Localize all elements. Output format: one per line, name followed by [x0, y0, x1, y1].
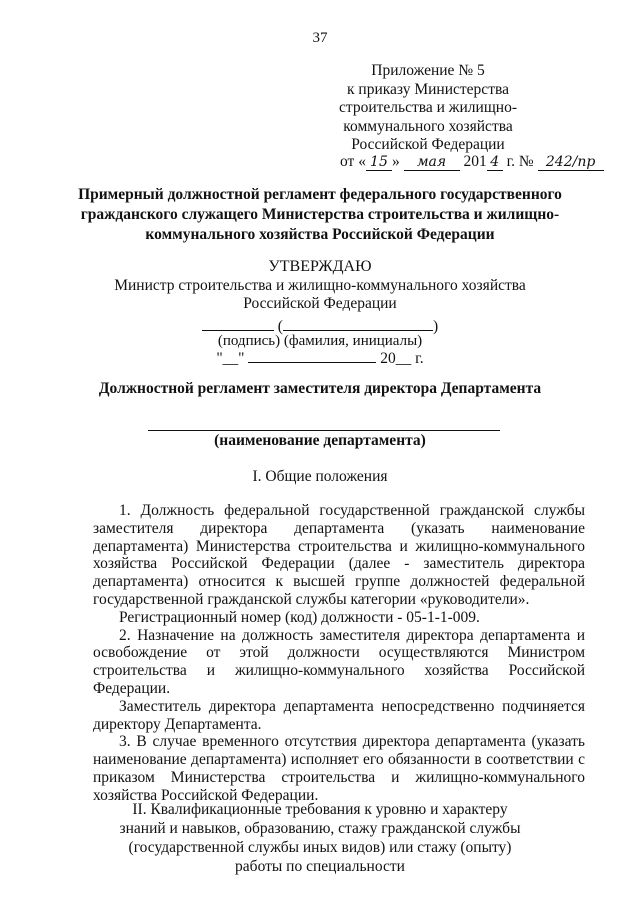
- appendix-line: строительства и жилищно-: [339, 99, 517, 116]
- sig-open-paren: (: [277, 318, 283, 335]
- signature-caption: (подпись) (фамилия, инициалы): [217, 333, 423, 349]
- document-main-title: [70, 185, 570, 245]
- handwritten-day: 15: [366, 154, 392, 171]
- minister-line: Российской Федерации: [243, 295, 397, 312]
- paragraph: 3. В случае временного отсутствия директора департамента (указать наименование департамента) исполняет его обязанности в соответствии с приказом Министерства строительства и жилищно-коммунального хозяйства Российской Федерации.: [93, 733, 585, 804]
- sig-close-paren: ): [432, 318, 439, 335]
- month-blank: [248, 348, 376, 363]
- handwritten-month: мая: [404, 154, 460, 171]
- appendix-line: коммунального хозяйства: [343, 117, 513, 135]
- section-1-heading: I. Общие положения: [252, 468, 388, 485]
- appendix-line: к приказу Министерства: [347, 80, 509, 98]
- handwritten-order-number: 242/пр: [538, 154, 604, 171]
- document-body: [93, 502, 585, 805]
- page-number: 37: [312, 30, 328, 46]
- department-name-blank: [148, 430, 500, 431]
- section-2-line: знаний и навыков, образованию, стажу гражданской службы: [119, 820, 521, 837]
- regulation-title: Должностной регламент заместителя директора Департамента: [98, 380, 542, 397]
- number-prefix: г. №: [506, 153, 534, 170]
- title-line: гражданского служащего Министерства строительства и жилищно-: [80, 206, 560, 223]
- paragraph: 2. Назначение на должность заместителя директора департамента и освобождение от этой должности осуществляются Министром строительства и жилищно-коммунального хозяйства Российской Федерации.: [93, 626, 585, 697]
- year-blank: 20__ г.: [380, 350, 424, 367]
- appendix-line: Приложение № 5: [371, 62, 485, 79]
- date-mid: »: [391, 153, 400, 170]
- paragraph: Регистрационный номер (код) должности - 05-1-1-009.: [119, 608, 480, 626]
- section-2-line: II. Квалификационные требования к уровню и характеру: [132, 801, 508, 818]
- appendix-header: [298, 62, 558, 155]
- appendix-line: Российской Федерации: [351, 136, 505, 153]
- title-line: коммунального хозяйства Российской Федерации: [145, 226, 495, 243]
- order-date-line: [340, 153, 604, 171]
- section-2-line: работы по специальности: [235, 858, 405, 875]
- section-2-line: (государственной службы иных видов) или стажу (опыту): [128, 839, 512, 856]
- paragraph: Заместитель директора департамента непосредственно подчиняется директору Департамента.: [93, 697, 585, 733]
- department-caption: (наименование департамента): [214, 432, 426, 449]
- approval-heading: УТВЕРЖДАЮ: [268, 258, 372, 275]
- day-blank: "__": [216, 350, 245, 367]
- name-blank: [283, 316, 433, 331]
- section-2-heading: [0, 800, 640, 876]
- title-line: Примерный должностной регламент федерального государственного: [78, 186, 562, 203]
- paragraph: 1. Должность федеральной государственной гражданской службы заместителя директора департамента (указать наименование департамента) Министерства строительства и жилищно-коммунального хозяйства Российской Федерации (далее - заместитель директора департамента) относится к высшей группе должностей федеральной государственной гражданской службы категории «руководители».: [93, 502, 585, 608]
- date-prefix: от «: [340, 153, 366, 170]
- handwritten-year-digit: 4: [487, 154, 503, 171]
- approval-date-line: [0, 348, 640, 368]
- signature-blank: [202, 316, 274, 331]
- year-prefix: 201: [463, 153, 487, 170]
- minister-line: Министр строительства и жилищно-коммунального хозяйства: [114, 277, 526, 294]
- approval-minister: [0, 277, 640, 313]
